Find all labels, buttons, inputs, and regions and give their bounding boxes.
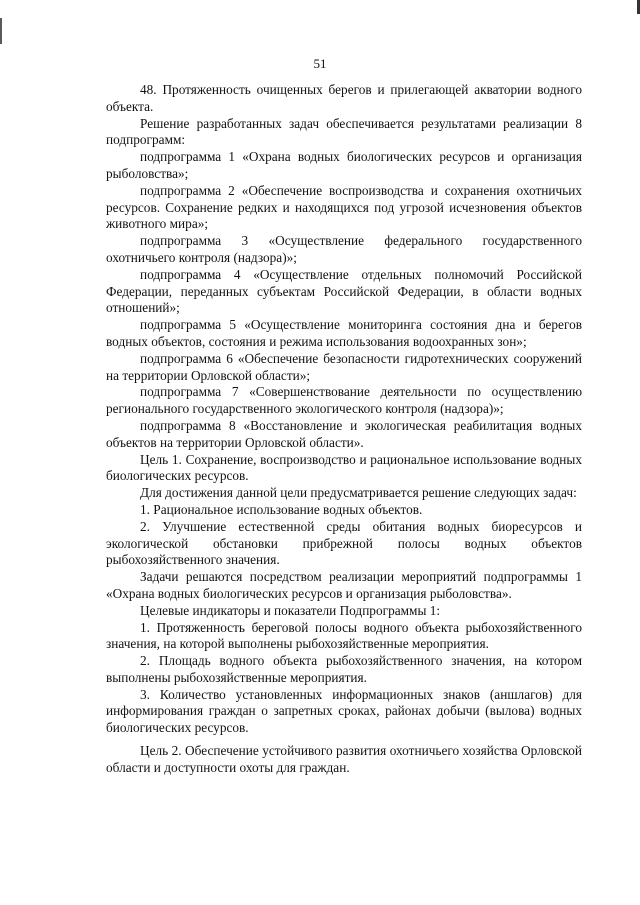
paragraph-subprogram-4: подпрограмма 4 «Осуществление отдельных полномочий Российской Федерации, переданных субъектам Российской Федерации, в области водных отношений»; <box>106 266 582 316</box>
page-number: 51 <box>313 56 327 71</box>
paragraph-task-2: 2. Улучшение естественной среды обитания водных биоресурсов и экологической обстановки прибрежной полосы водных объектов рыбохозяйственного значения. <box>106 518 582 568</box>
paragraph-subprogram-3: подпрограмма 3 «Осуществление федерального государственного охотничьего контроля (надзора)»; <box>106 233 582 265</box>
paragraph-tasks-solution: Задачи решаются посредством реализации мероприятий подпрограммы 1 «Охрана водных биологических ресурсов и организация рыболовства». <box>106 569 582 601</box>
scan-margin-mark <box>0 18 2 44</box>
paragraph-indicators-heading: Целевые индикаторы и показатели Подпрограммы 1: <box>140 602 441 618</box>
paragraph-task-1: 1. Рациональное использование водных объектов. <box>140 501 423 517</box>
paragraph-tasks-intro: Для достижения данной цели предусматривается решение следующих задач: <box>140 485 577 501</box>
paragraph-subprogram-2: подпрограмма 2 «Обеспечение воспроизводства и сохранения охотничьих ресурсов. Сохранение редких и находящихся под угрозой исчезновения объектов животного мира»; <box>106 182 582 232</box>
paragraph-subprogram-1: подпрограмма 1 «Охрана водных биологических ресурсов и организация рыболовства»; <box>106 149 582 181</box>
paragraph-subprograms-intro: Решение разработанных задач обеспечивается результатами реализации 8 подпрограмм: <box>106 115 582 148</box>
paragraph-item-48: 48. Протяженность очищенных берегов и прилегающей акватории водного объекта. <box>106 82 582 114</box>
body-text <box>106 82 582 777</box>
paragraph-indicator-1: 1. Протяженность береговой полосы водного объекта рыбохозяйственного значения, на которой выполнены рыбохозяйственные мероприятия. <box>106 619 582 652</box>
paragraph-subprogram-5: подпрограмма 5 «Осуществление мониторинга состояния дна и берегов водных объектов, состояния и режима использования водоохранных зон»; <box>106 317 582 349</box>
paragraph-goal-1: Цель 1. Сохранение, воспроизводство и рациональное использование водных биологических ресурсов. <box>106 451 582 484</box>
paragraph-indicator-3: 3. Количество установленных информационных знаков (аншлагов) для информирования граждан о запретных сроках, районах добычи (вылова) водных биологических ресурсов. <box>106 686 582 736</box>
paragraph-subprogram-7: подпрограмма 7 «Совершенствование деятельности по осуществлению регионального государственного экологического контроля (надзора)»; <box>106 384 582 417</box>
paragraph-subprogram-6: подпрограмма 6 «Обеспечение безопасности гидротехнических сооружений на территории Орловской области»; <box>106 350 582 383</box>
paragraph-subprogram-8: подпрограмма 8 «Восстановление и экологическая реабилитация водных объектов на территории Орловской области». <box>106 417 582 450</box>
paragraph-indicator-2: 2. Площадь водного объекта рыбохозяйственного значения, на котором выполнены рыбохозяйственные мероприятия. <box>106 653 582 685</box>
paragraph-goal-2: Цель 2. Обеспечение устойчивого развития охотничьего хозяйства Орловской области и доступности охоты для граждан. <box>106 743 582 775</box>
